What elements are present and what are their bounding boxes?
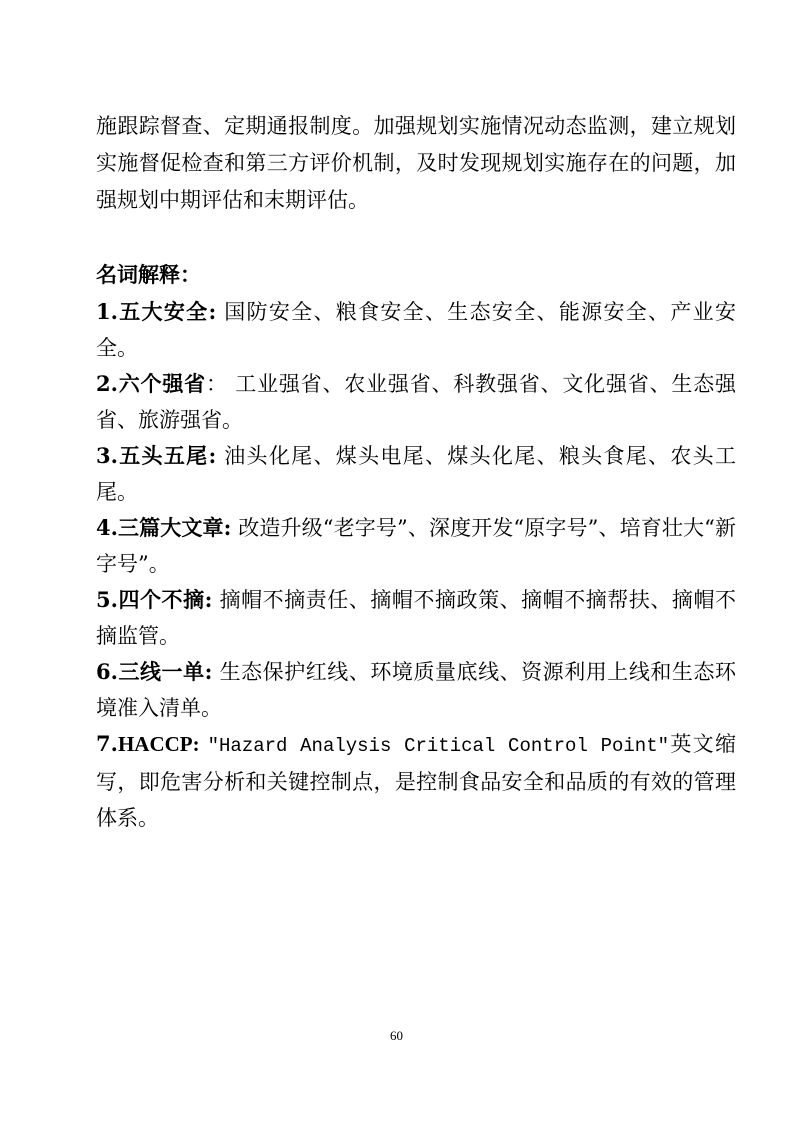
term-name: 六个强省 [117,371,206,396]
term-name: 三线一单: [117,659,213,684]
term-definition: 生态保护红线、环境质量底线、资源利用上线和生态环境准入清单。 [96,660,736,720]
term-number: 4. [96,515,118,540]
term-number: 3. [96,443,118,468]
term-number: 2. [96,371,118,396]
term-number: 1. [96,299,118,324]
term-definition: 摘帽不摘责任、摘帽不摘政策、摘帽不摘帮扶、摘帽不摘监管。 [96,588,736,648]
term-definition: 改造升级“老字号”、深度开发“原字号”、培育壮大“新字号”。 [96,516,736,576]
intro-paragraph: 施跟踪督查、定期通报制度。加强规划实施情况动态监测，建立规划实施督促检查和第三方评价机制，及时发现规划实施存在的问题，加强规划中期评估和末期评估。 [96,114,736,212]
term-definition: 工业强省、农业强省、科教强省、文化强省、生态强省、旅游强省。 [96,372,736,432]
term-number: 6. [96,659,118,684]
glossary-heading: 名词解释： [96,262,201,287]
term-name: 三篇大文章: [117,515,232,540]
glossary-item [96,654,736,726]
term-definition: 国防安全、粮食安全、生态安全、能源安全、产业安全。 [96,300,736,360]
term-name: HACCP: [117,732,200,756]
term-definition: 油头化尾、煤头电尾、煤头化尾、粮头食尾、农头工尾。 [96,444,736,504]
glossary-item [96,294,736,366]
term-name: 五头五尾: [117,443,217,468]
term-number: 5. [96,587,118,612]
glossary-item [96,582,736,654]
term-number: 7. [96,731,118,756]
term-definition-text: 英文缩写，即危害分析和关键控制点，是控制食品安全和品质的有效的管理体系。 [96,732,737,830]
term-name: 五大安全: [117,299,217,324]
page-number: 60 [390,1028,403,1043]
glossary-item [96,726,736,836]
term-name: 四个不摘: [117,587,213,612]
glossary-item [96,438,736,510]
term-separator: ： [205,372,228,396]
glossary-list [96,294,736,836]
glossary-item [96,366,736,438]
term-definition-latin: "Hazard Analysis Critical Control Point" [207,735,670,757]
glossary-item [96,510,736,582]
